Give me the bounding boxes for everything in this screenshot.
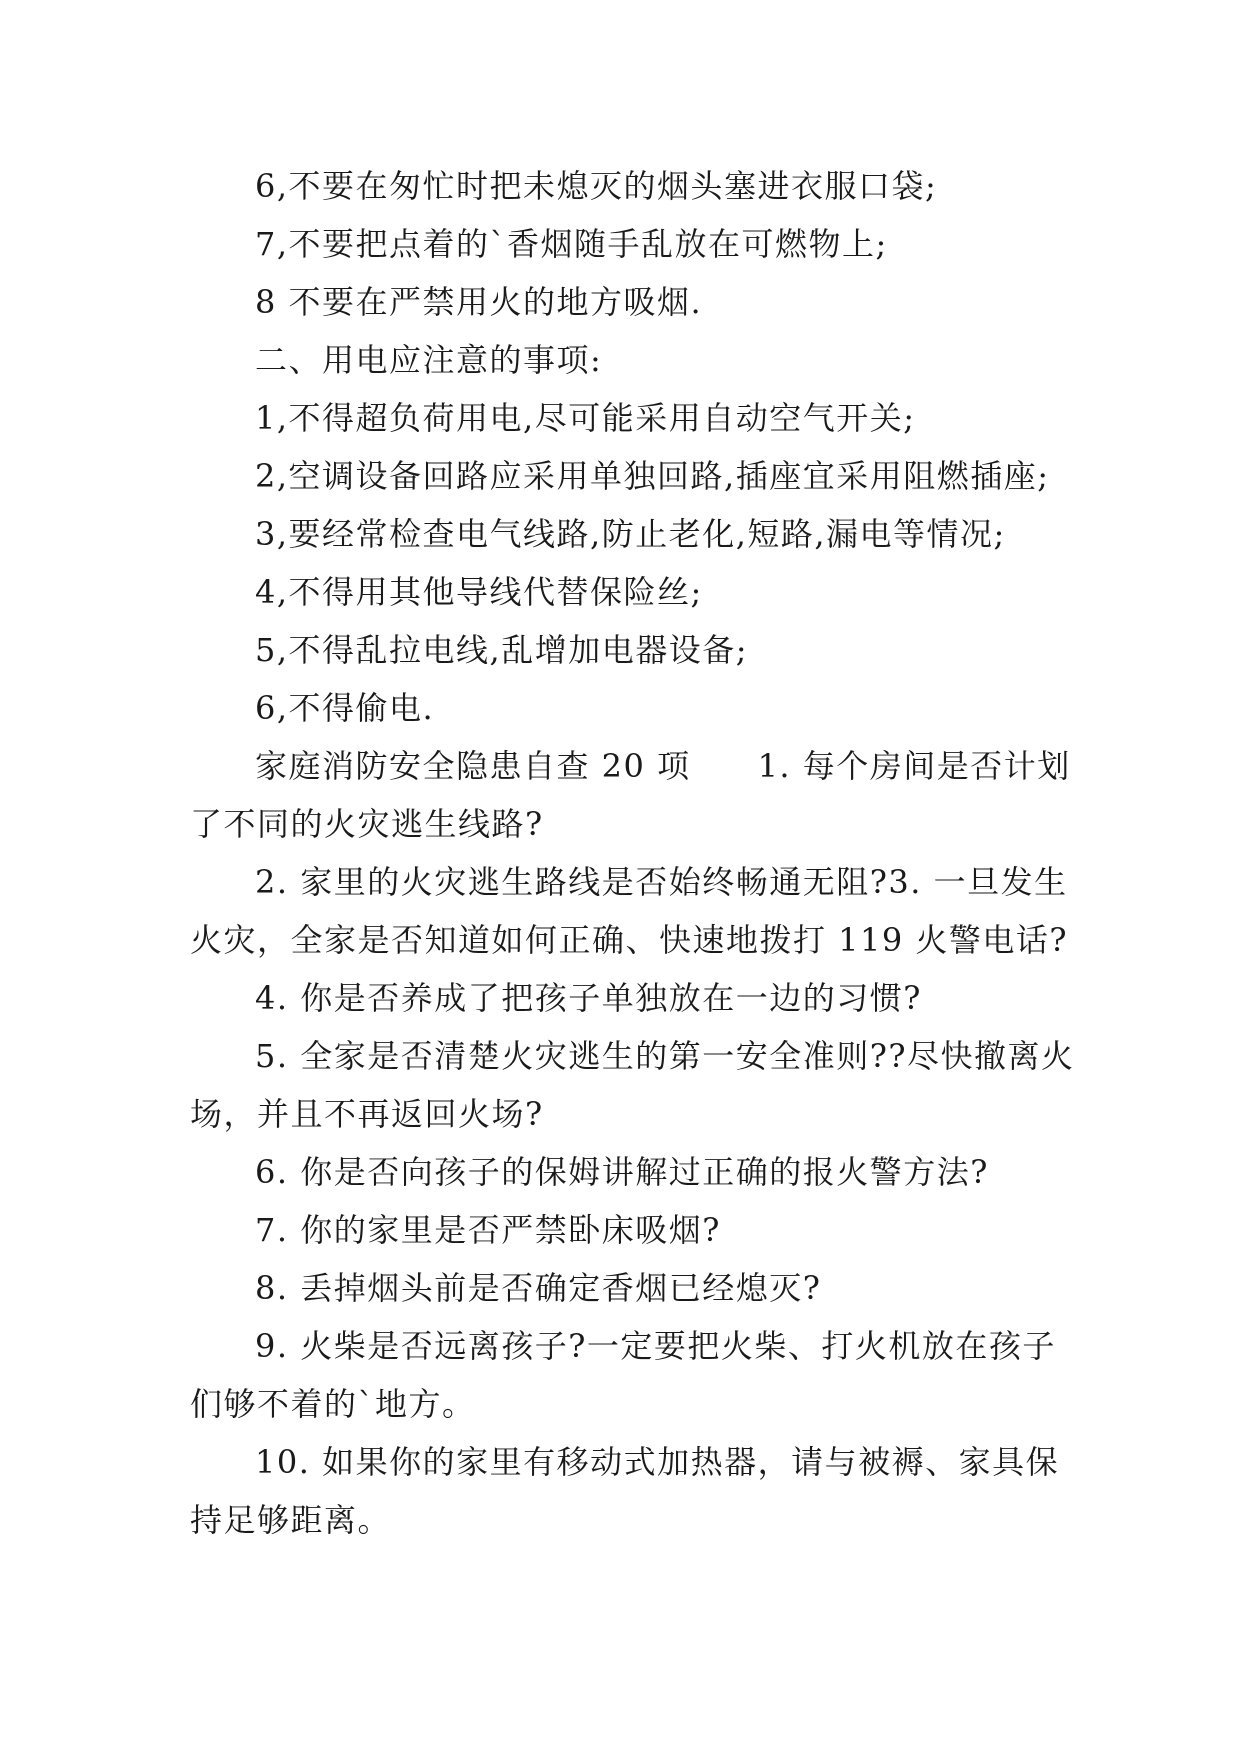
text-line-3: 8 不要在严禁用火的地方吸烟.: [255, 283, 703, 321]
text-line-1: 6,不要在匆忙时把未熄灭的烟头塞进衣服口袋;: [255, 167, 938, 205]
text-line-14: 火灾，全家是否知道如何正确、快速地拨打 119 火警电话?: [190, 921, 1069, 959]
text-line-10: 6,不得偷电.: [255, 689, 435, 727]
text-line-19: 7. 你的家里是否严禁卧床吸烟?: [255, 1211, 721, 1249]
text-line-5: 1,不得超负荷用电,尽可能采用自动空气开关;: [255, 399, 916, 437]
text-line-21: 9. 火柴是否远离孩子?一定要把火柴、打火机放在孩子: [255, 1327, 1056, 1365]
text-line-6: 2,空调设备回路应采用单独回路,插座宜采用阻燃插座;: [255, 457, 1050, 495]
text-line-13: 2. 家里的火灾逃生路线是否始终畅通无阻?3. 一旦发生: [255, 863, 1068, 901]
text-line-20: 8. 丢掉烟头前是否确定香烟已经熄灭?: [255, 1269, 822, 1307]
text-line-24: 持足够距离。: [190, 1501, 392, 1539]
text-line-8: 4,不得用其他导线代替保险丝;: [255, 573, 703, 611]
checklist-heading: 家庭消防安全隐患自查 20 项 1. 每个房间是否计划: [255, 747, 1071, 785]
text-line-22: 们够不着的`地方。: [190, 1385, 476, 1423]
text-line-2: 7,不要把点着的`香烟随手乱放在可燃物上;: [255, 225, 888, 263]
text-line-16: 5. 全家是否清楚火灾逃生的第一安全准则??尽快撤离火: [255, 1037, 1075, 1075]
text-line-17: 场，并且不再返回火场?: [190, 1095, 544, 1133]
text-line-12: 了不同的火灾逃生线路?: [190, 805, 544, 843]
text-line-15: 4. 你是否养成了把孩子单独放在一边的习惯?: [255, 979, 922, 1017]
text-line-18: 6. 你是否向孩子的保姆讲解过正确的报火警方法?: [255, 1153, 989, 1191]
text-line-9: 5,不得乱拉电线,乱增加电器设备;: [255, 631, 748, 669]
text-line-23: 10. 如果你的家里有移动式加热器，请与被褥、家具保: [255, 1443, 1060, 1481]
text-line-7: 3,要经常检查电气线路,防止老化,短路,漏电等情况;: [255, 515, 1006, 553]
section-heading: 二、用电应注意的事项:: [255, 341, 603, 379]
